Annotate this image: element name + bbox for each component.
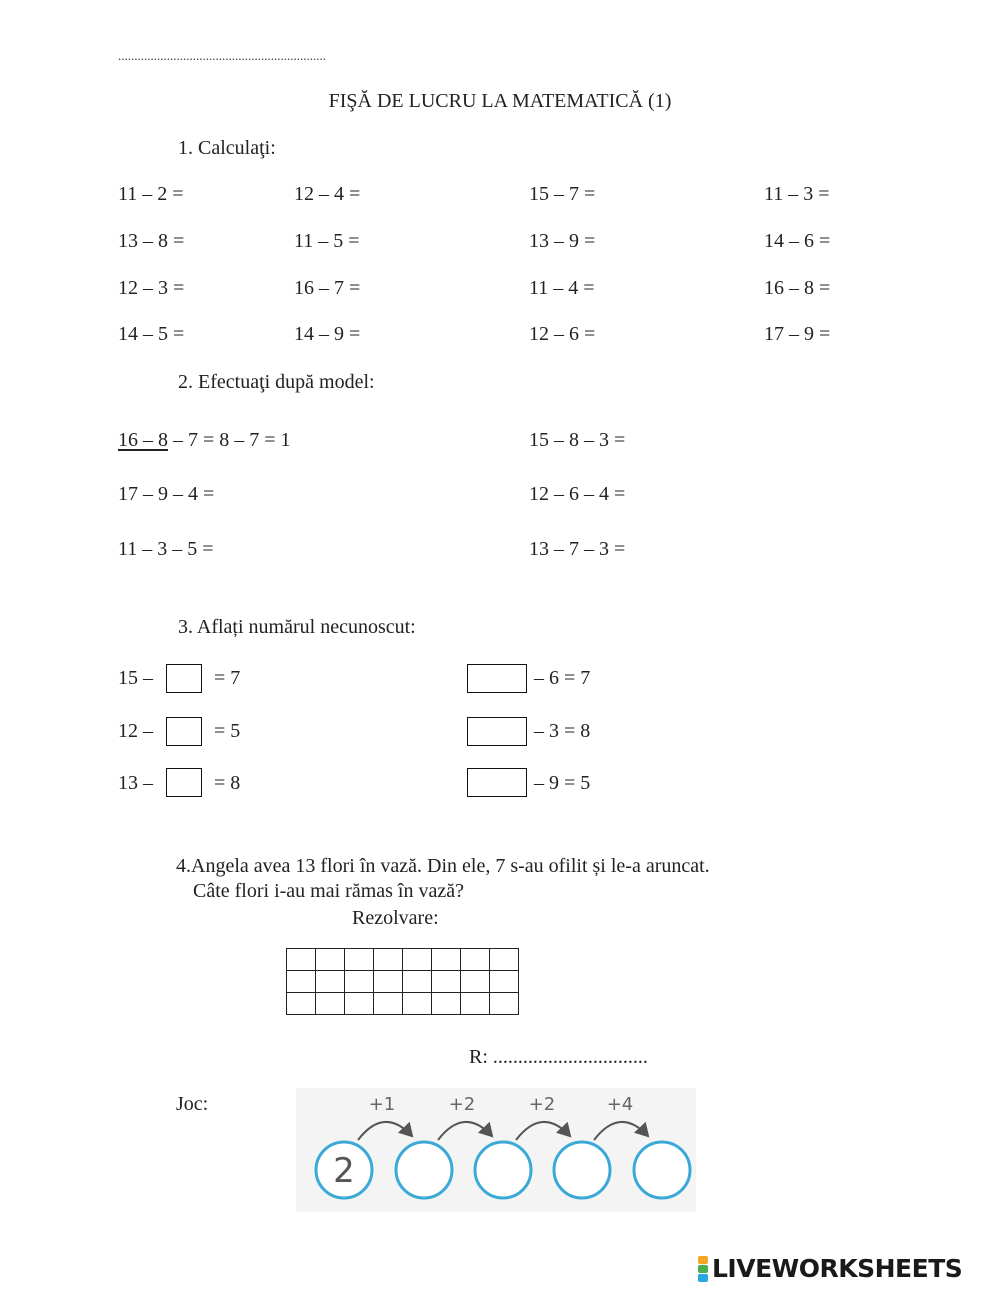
ex1-item: 15 – 7 = (529, 183, 596, 205)
game-svg (296, 1088, 696, 1212)
ex3-left-post: = 8 (214, 772, 241, 794)
ex4-problem-line1: 4.Angela avea 13 flori în vază. Din ele, 7 s-au ofilit și le-a aruncat. (176, 855, 710, 877)
game-diagram (296, 1088, 696, 1212)
ex1-item: 16 – 7 = (294, 277, 361, 299)
ex2-item: 11 – 3 – 5 = (118, 538, 214, 560)
answer-circle[interactable] (396, 1142, 452, 1198)
ex2-item: 12 – 6 – 4 = (529, 483, 626, 505)
answer-line[interactable]: R: ............................... (469, 1046, 648, 1068)
answer-box[interactable] (467, 664, 527, 693)
answer-circle[interactable] (475, 1142, 531, 1198)
ex3-right-post: – 3 = 8 (534, 720, 591, 742)
answer-circle[interactable] (554, 1142, 610, 1198)
ex3-right-post: – 9 = 5 (534, 772, 591, 794)
logo-block (698, 1265, 708, 1273)
ex1-item: 14 – 5 = (118, 323, 185, 345)
grid-row (287, 971, 519, 993)
ex1-item: 13 – 9 = (529, 230, 596, 252)
ex3-left-pre: 13 – (118, 772, 153, 794)
answer-box[interactable] (467, 717, 527, 746)
answer-box[interactable] (166, 664, 202, 693)
step-label: +2 (528, 1094, 556, 1115)
ex1-item: 14 – 9 = (294, 323, 361, 345)
arrow-icon (358, 1122, 412, 1140)
arrow-icon (438, 1122, 492, 1140)
game-label: Joc: (176, 1093, 209, 1115)
ex3-left-pre: 12 – (118, 720, 153, 742)
ex2-model (118, 428, 291, 452)
ex2-heading: 2. Efectuaţi după model: (178, 371, 375, 393)
ex1-item: 12 – 3 = (118, 277, 185, 299)
ex1-item: 11 – 3 = (764, 183, 830, 205)
ex2-model-underlined: 16 – 8 (118, 429, 168, 451)
ex1-item: 17 – 9 = (764, 323, 831, 345)
solution-grid[interactable] (286, 948, 519, 1015)
answer-box[interactable] (467, 768, 527, 797)
ex1-item: 11 – 4 = (529, 277, 595, 299)
answer-box[interactable] (166, 768, 202, 797)
name-line[interactable]: ................................................................ (118, 48, 326, 63)
page-title: FIŞĂ DE LUCRU LA MATEMATICĂ (1) (328, 90, 672, 112)
brand-text: LIVEWORKSHEETS (712, 1254, 963, 1283)
step-label: +2 (448, 1094, 476, 1115)
answer-circle[interactable] (634, 1142, 690, 1198)
ex1-item: 16 – 8 = (764, 277, 831, 299)
arrow-icon (594, 1122, 648, 1140)
ex3-left-post: = 7 (214, 667, 241, 689)
ex2-item: 17 – 9 – 4 = (118, 483, 215, 505)
answer-box[interactable] (166, 717, 202, 746)
ex3-left-post: = 5 (214, 720, 241, 742)
ex1-item: 13 – 8 = (118, 230, 185, 252)
ex1-item: 11 – 2 = (118, 183, 184, 205)
ex2-item: 15 – 8 – 3 = (529, 429, 626, 451)
logo-icon (698, 1256, 708, 1282)
ex3-right-post: – 6 = 7 (534, 667, 591, 689)
logo-block (698, 1274, 708, 1282)
liveworksheets-logo (698, 1254, 962, 1284)
ex3-left-pre: 15 – (118, 667, 153, 689)
ex4-solution-label: Rezolvare: (352, 907, 439, 929)
start-number: 2 (333, 1151, 355, 1191)
arrow-icon (516, 1122, 570, 1140)
ex1-item: 12 – 6 = (529, 323, 596, 345)
ex3-heading: 3. Aflați numărul necunoscut: (178, 616, 416, 638)
logo-block (698, 1256, 708, 1264)
ex2-model-rest: – 7 = 8 – 7 = 1 (168, 429, 291, 451)
ex1-item: 11 – 5 = (294, 230, 360, 252)
ex2-item: 13 – 7 – 3 = (529, 538, 626, 560)
grid-row (287, 949, 519, 971)
step-label: +1 (368, 1094, 396, 1115)
ex1-item: 14 – 6 = (764, 230, 831, 252)
step-label: +4 (606, 1094, 634, 1115)
ex4-problem-line2: Câte flori i-au mai rămas în vază? (193, 880, 464, 902)
ex1-heading: 1. Calculaţi: (178, 137, 276, 159)
grid-row (287, 993, 519, 1015)
ex1-item: 12 – 4 = (294, 183, 361, 205)
